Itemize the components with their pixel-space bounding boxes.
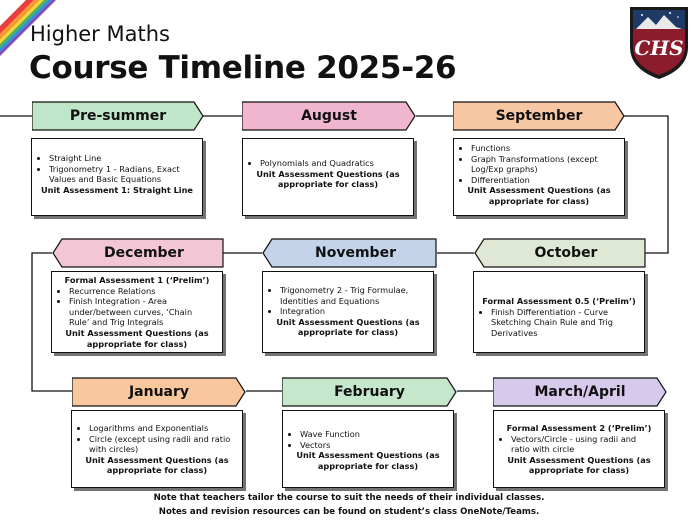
banner-label: January: [128, 384, 190, 400]
banner-label: Pre-summer: [69, 108, 167, 124]
svg-text:CHS: CHS: [634, 36, 684, 60]
list-item: • Straight Line: [49, 153, 195, 164]
banner-november: [262, 238, 437, 268]
list-item: • Vectors/Circle - using radii and ratio with circle: [511, 434, 657, 455]
content-box-october: [473, 271, 645, 353]
content-box-january: [71, 410, 243, 488]
content-box-february: [282, 410, 454, 488]
list-item: • Trigonometry 1 - Radians, Exact Values and Basic Equations: [49, 164, 195, 185]
content-box-september: [453, 138, 625, 216]
page-title: Course Timeline 2025-26: [29, 50, 457, 86]
content-box-march-april: [493, 410, 665, 488]
assessment-note: Unit Assessment Questions (as appropriate for class): [65, 327, 209, 349]
banner-pre-summer: [32, 101, 204, 131]
list-item: • Trigonometry 2 - Trig Formulae, Identities and Equations: [280, 285, 426, 306]
list-item: • Functions: [471, 143, 617, 154]
list-item: • Finish Integration - Area under/between curves, ‘Chain Rule’ and Trig Integrals: [69, 296, 215, 328]
list-item: • Polynomials and Quadratics: [260, 158, 406, 169]
footer-note-resources: Notes and revision resources can be found on student’s class OneNote/Teams.: [158, 507, 540, 517]
assessment-header: Formal Assessment 0.5 (‘Prelim’): [482, 296, 636, 306]
list-item: • Circle (except using radii and ratio with circles): [89, 434, 235, 455]
assessment-note: Unit Assessment Questions (as appropriate for class): [507, 454, 651, 476]
banner-label: October: [534, 245, 598, 261]
banner-march-april: [493, 377, 667, 407]
assessment-note: Unit Assessment Questions (as appropriate for class): [276, 316, 420, 338]
banner-label: November: [315, 245, 396, 261]
assessment-note: Unit Assessment Questions (as appropriate for class): [256, 168, 400, 190]
banner-label: December: [104, 245, 184, 261]
list-item: • Finish Differentiation - Curve Sketching Chain Rule and Trig Derivatives: [491, 307, 637, 339]
content-box-november: [262, 271, 434, 353]
banner-label: February: [334, 384, 405, 400]
banner-label: September: [495, 108, 583, 124]
content-box-august: [242, 138, 414, 216]
banner-august: [242, 101, 416, 131]
assessment-header: Formal Assessment 2 (‘Prelim’): [506, 423, 652, 433]
list-item: • Graph Transformations (except Log/Exp graphs): [471, 154, 617, 175]
assessment-note: Unit Assessment 1: Straight Line: [41, 184, 193, 195]
list-item: • Recurrence Relations: [69, 286, 215, 297]
banner-september: [453, 101, 625, 131]
assessment-note: Unit Assessment Questions (as appropriate for class): [467, 185, 611, 206]
footer-note-tailoring: Note that teachers tailor the course to suit the needs of their individual classes.: [153, 493, 545, 503]
list-item: • Wave Function: [300, 429, 446, 440]
banner-february: [282, 377, 457, 407]
banner-october: [474, 238, 646, 268]
page-subtitle: Higher Maths: [30, 22, 170, 46]
list-item: • Logarithms and Exponentials: [89, 423, 235, 434]
list-item: • Integration: [280, 306, 426, 317]
list-item: • Vectors: [300, 440, 446, 451]
assessment-header: Formal Assessment 1 (‘Prelim’): [64, 275, 210, 285]
banner-january: [72, 377, 246, 407]
content-box-pre-summer: [31, 138, 203, 216]
banner-label: March/April: [534, 384, 626, 400]
assessment-note: Unit Assessment Questions (as appropriate for class): [296, 450, 440, 471]
banner-label: August: [301, 108, 357, 124]
content-box-december: [51, 271, 223, 353]
assessment-note: Unit Assessment Questions (as appropriate for class): [85, 454, 229, 476]
list-item: • Differentiation: [471, 175, 617, 186]
banner-december: [52, 238, 224, 268]
